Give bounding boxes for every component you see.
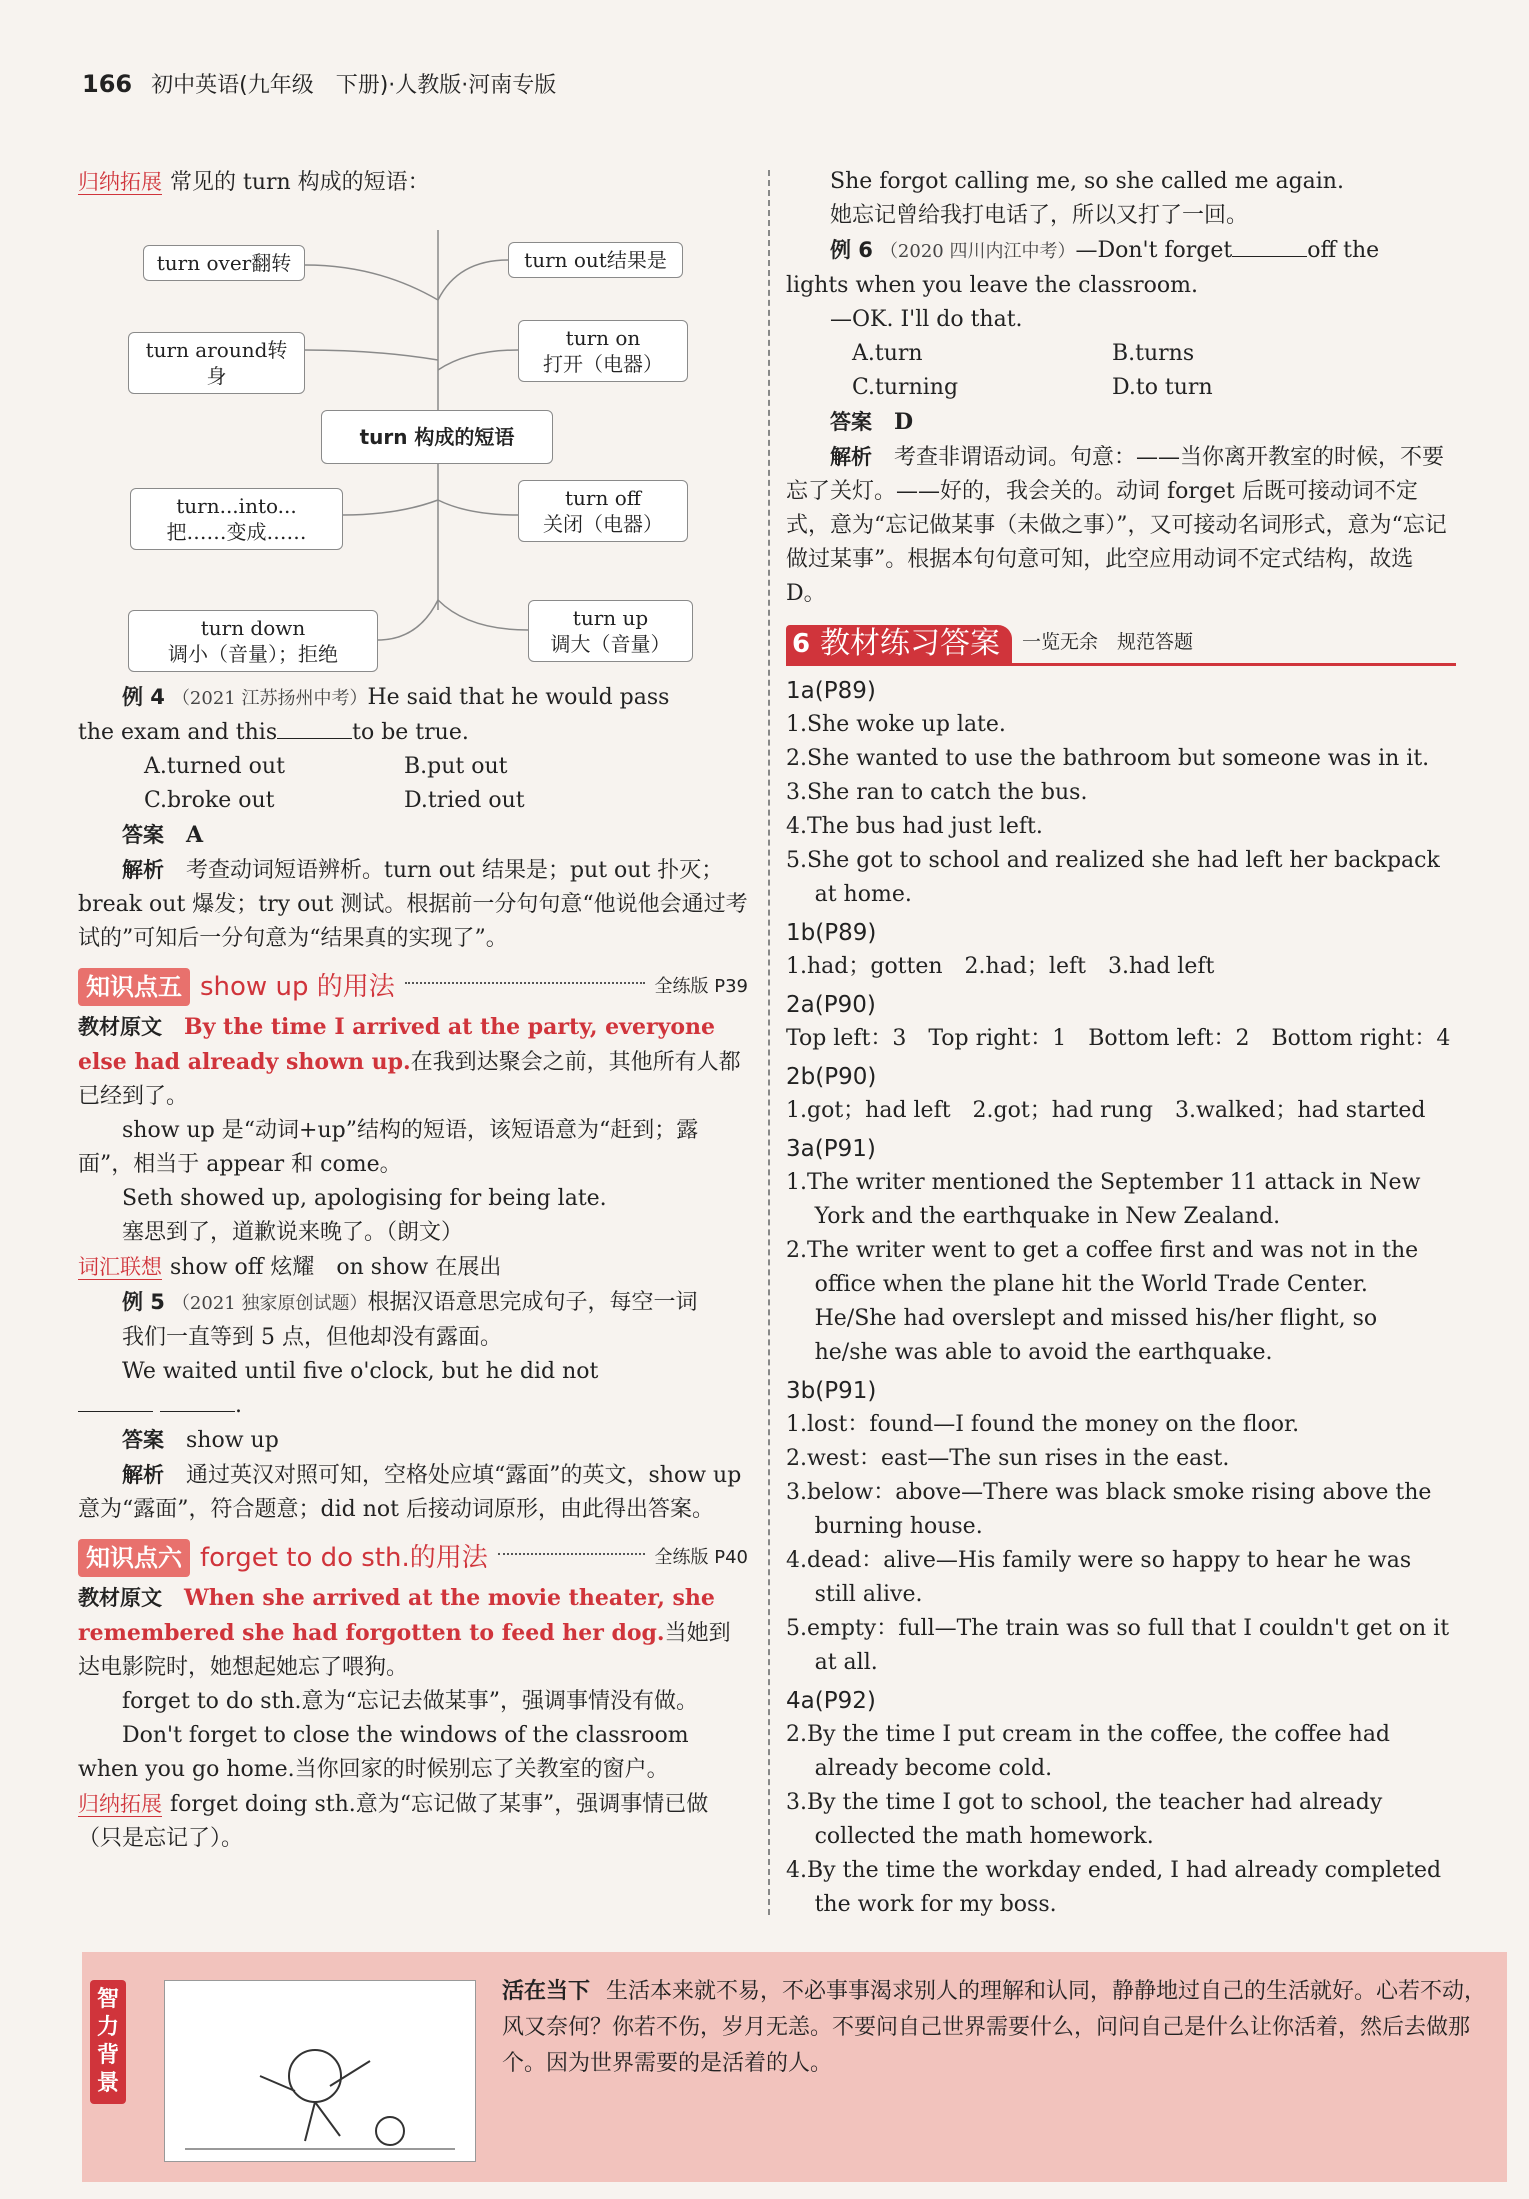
- kp5-example-cn: 塞思到了，道歉说来晚了。（朗文）: [122, 1220, 464, 1245]
- mindmap-branch: [305, 265, 438, 300]
- answer-line: 1.lost：found—I found the money on the floor.: [786, 1412, 1300, 1437]
- example-4-answer: 答案 A: [122, 822, 204, 848]
- answer-line: 5.She got to school and realized she had left her backpack at home.: [786, 848, 1440, 907]
- knowledge-point-5-bar: 知识点五 show up 的用法 全练版 P39: [78, 968, 748, 1006]
- node-turn-up: turn up 调大（音量）: [528, 600, 693, 662]
- side-label: 智力背景: [90, 1980, 126, 2104]
- answer-list: [786, 674, 1456, 1922]
- answer-section-heading: 2a(P90): [786, 992, 876, 1018]
- answer-line: 1.The writer mentioned the September 11 attack in New York and the earthquake in New Zealand.: [786, 1170, 1421, 1229]
- answer-section-heading: 1a(P89): [786, 678, 876, 704]
- book-title: 初中英语(九年级 下册)·人教版·河南专版: [151, 73, 557, 98]
- answers-banner: [786, 625, 1456, 666]
- example-5-answer: 答案 show up: [122, 1428, 279, 1453]
- answer-blank[interactable]: [160, 1391, 235, 1412]
- answer-section-heading: 2b(P90): [786, 1064, 877, 1090]
- kp6-original-text: 教材原文 When she arrived at the movie theater, she remembered she had forgotten to feed her dog.当她到达电影院时，她想起她忘了喂狗。: [78, 1585, 731, 1680]
- turn-phrase-mindmap: [78, 200, 748, 680]
- node-turn-on: turn on 打开（电器）: [518, 320, 688, 382]
- background-box: [82, 1952, 1507, 2182]
- node-turn-off: turn off 关闭（电器）: [518, 480, 688, 542]
- answer-line: 4.The bus had just left.: [786, 814, 1043, 839]
- continued-example-en: She forgot calling me, so she called me again.: [830, 169, 1344, 194]
- kp5-explanation: show up 是“动词+up”结构的短语，该短语意为“赶到；露面”，相当于 appear 和 come。: [78, 1118, 699, 1177]
- answer-section-heading: 4a(P92): [786, 1688, 876, 1714]
- example-4: 例 4 （2021 江苏扬州中考）He said that he would pass: [122, 685, 670, 710]
- answers-banner-subtitle: 一览无余 规范答题: [1022, 631, 1194, 653]
- mindmap-branch: [305, 350, 438, 360]
- answer-line: 4.dead：alive—His family were so happy to hear he was still alive.: [786, 1548, 1412, 1607]
- node-center: turn 构成的短语: [321, 410, 553, 464]
- example-5-cn: 我们一直等到 5 点，但他却没有露面。: [122, 1325, 502, 1350]
- answer-line: 1.She woke up late.: [786, 712, 1006, 737]
- answer-line: 5.empty：full—The train was so full that I couldn't get on it at all.: [786, 1616, 1450, 1675]
- example-6-options: A.turn B.turns C.turning D.to turn: [852, 341, 1213, 400]
- mindmap-branch: [438, 260, 508, 300]
- kp5-vocab: 词汇联想 show off 炫耀 on show 在展出: [78, 1255, 502, 1280]
- answer-line: 4.By the time the workday ended, I had already completed the work for my boss.: [786, 1858, 1442, 1917]
- answer-section-heading: 3b(P91): [786, 1378, 877, 1404]
- mindmap-branch: [438, 600, 528, 630]
- knowledge-point-6-bar: 知识点六 forget to do sth.的用法 全练版 P40: [78, 1539, 748, 1577]
- answer-section-heading: 1b(P89): [786, 920, 877, 946]
- example-6-explanation: 解析 考查非谓语动词。句意：——当你离开教室的时候，不要忘了关灯。——好的，我会关的。动词 forget 后既可接动词不定式，意为“忘记做某事（未做之事）”，又可接动名词形式，意为“忘记做过某事”。根据本句句意可知，此空应用动词不定式结构，故选 D。: [786, 445, 1447, 606]
- example-5: 例 5 （2021 独家原创试题）根据汉语意思完成句子，每空一词: [122, 1290, 698, 1315]
- answer-line: 3.She ran to catch the bus.: [786, 780, 1088, 805]
- answer-blank[interactable]: [78, 1391, 153, 1412]
- illustration: [164, 1980, 476, 2162]
- answer-line: 3.below：above—There was black smoke rising above the burning house.: [786, 1480, 1432, 1539]
- example-4-options: A.turned out B.put out C.broke out D.tried out: [144, 754, 525, 813]
- answer-line: 1.got；had left 2.got；had rung 3.walked；had started: [786, 1098, 1426, 1123]
- section-tag: 归纳拓展: [78, 170, 162, 194]
- kp5-original-text: 教材原文 By the time I arrived at the party, everyone else had already shown up.在我到达聚会之前，其他所有人都已经到了。: [78, 1014, 741, 1109]
- example-5-explanation: 解析 通过英汉对照可知，空格处应填“露面”的英文，show up 意为“露面”，符合题意；did not 后接动词原形，由此得出答案。: [78, 1463, 742, 1522]
- answer-line: Top left：3 Top right：1 Bottom left：2 Bottom right：4: [786, 1026, 1451, 1051]
- cartoon-image: [165, 1981, 475, 2161]
- node-turn-into: turn...into... 把……变成……: [130, 488, 343, 550]
- answer-line: 2.The writer went to get a coffee first and was not in the office when the plane hit the World Trade Center. He/She had overslept and missed his/her flight, so he/she was able to avoid the earthquake.: [786, 1238, 1419, 1365]
- example-6-answer: 答案 D: [830, 409, 914, 435]
- kp6-explanation: forget to do sth.意为“忘记去做某事”，强调事情没有做。: [122, 1689, 699, 1714]
- node-turn-out: turn out结果是: [508, 242, 683, 278]
- answer-line: 2.She wanted to use the bathroom but someone was in it.: [786, 746, 1430, 771]
- answer-blank[interactable]: [277, 718, 352, 739]
- mindmap-branch: [438, 500, 518, 515]
- answer-section-heading: 3a(P91): [786, 1136, 876, 1162]
- mindmap-branch: [378, 600, 438, 640]
- kp5-example-en: Seth showed up, apologising for being late.: [122, 1186, 607, 1211]
- mindmap-branch: [438, 350, 518, 370]
- node-turn-around: turn around转身: [128, 332, 305, 394]
- section-icon: 6: [786, 625, 816, 663]
- answer-line: 2.west：east—The sun rises in the east.: [786, 1446, 1230, 1471]
- intro-text: 常见的 turn 构成的短语：: [170, 170, 430, 195]
- continued-example-cn: 她忘记曾给我打电话了，所以又打了一回。: [830, 203, 1249, 228]
- left-column: 归纳拓展 常见的 turn 构成的短语： turn over翻转 turn around转身 turn...into... 把……变成…… turn down 调小（音量）；拒绝 turn 构成的短语 turn out结果是 turn on 打开（电器） turn off 关闭（电器） turn up 调大（音量） 例 4 （2021 江苏扬州中考）He said that he would pass the exam and this to be true. A.turned out B.put out C.broke out D.tried out 答案 A 解析 考查动词短语辨析。turn out 结果是；put out 扑灭；break out 爆发；try out 测试。根据前一分句句意“他说他会通过考试的”可知后一分句意为“结果真的实现了”。 知识点五 show up 的用法 全练版 P39 教材原文 By the time I arrived at the party, everyone else had already shown up.在我到达聚会之前，其他所有人都已经到了。 show up 是“动词+up”结构的短语，该短语意为“赶到；露面”，相当于 appear 和 come。 Seth showed up, apologising for being late. 塞思到了，道歉说来晚了。（朗文） 词汇联想 show off 炫耀 on show 在展出 例 5 （2021 独家原创试题）根据汉语意思完成句子，每空一词 我们一直等到 5 点，但他却没有露面。 We waited until five o'clock, but he did not . 答案 show up 解析 通过英汉对照可知，空格处应填“露面”的英文，show up 意为“露面”，符合题意；did not 后接动词原形，由此得出答案。 知识点六 forget to do sth.的用法 全练版 P40 教材原文 When she arrived at the movie theater, she remembered she had forgotten to feed her dog.当她到达电影院时，她想起她忘了喂狗。 forget to do sth.意为“忘记去做某事”，强调事情没有做。 Don't forget to close the windows of the classroom when you go home.当你回家的时候别忘了关教室的窗户。 归纳拓展 forget doing sth.意为“忘记做了某事”，强调事情已做（只是忘记了）。: [78, 165, 748, 1856]
- kp6-example: Don't forget to close the windows of the classroom when you go home.当你回家的时候别忘了关教室的窗户。: [78, 1723, 689, 1782]
- kp6-extension: 归纳拓展 forget doing sth.意为“忘记做了某事”，强调事情已做（只是忘记了）。: [78, 1792, 709, 1851]
- example-6-line3: —OK. I'll do that.: [830, 307, 1023, 332]
- background-text: 活在当下 生活本来就不易，不必事事渴求别人的理解和认同，静静地过自己的生活就好。心若不动，风又奈何？你若不伤，岁月无恙。不要问自己世界需要什么，问问自己是什么让你活着，然后去做那个。因为世界需要的是活着的人。: [502, 1979, 1487, 2076]
- node-turn-down: turn down 调小（音量）；拒绝: [128, 610, 378, 672]
- example-4-explanation: 解析 考查动词短语辨析。turn out 结果是；put out 扑灭；break out 爆发；try out 测试。根据前一分句句意“他说他会通过考试的”可知后一分句意为“结果真的实现了”。: [78, 858, 748, 951]
- right-column: [786, 165, 1456, 1922]
- answer-blank[interactable]: [1232, 236, 1307, 257]
- answer-line: 1.had；gotten 2.had；left 3.had left: [786, 954, 1215, 979]
- answers-banner-title: 教材练习答案: [816, 625, 1012, 663]
- page-number: 166: [82, 70, 133, 98]
- example-6-line2: lights when you leave the classroom.: [786, 273, 1199, 298]
- example-5-en: We waited until five o'clock, but he did not: [122, 1359, 599, 1384]
- node-turn-over: turn over翻转: [143, 245, 305, 281]
- mindmap-branch: [343, 500, 438, 515]
- answer-line: 2.By the time I put cream in the coffee, the coffee had already become cold.: [786, 1722, 1391, 1781]
- example-6: 例 6 （2020 四川内江中考）—Don't forget off the: [830, 238, 1380, 263]
- page-header: [82, 68, 556, 99]
- column-divider: [768, 170, 770, 1915]
- answer-line: 3.By the time I got to school, the teacher had already collected the math homework.: [786, 1790, 1383, 1849]
